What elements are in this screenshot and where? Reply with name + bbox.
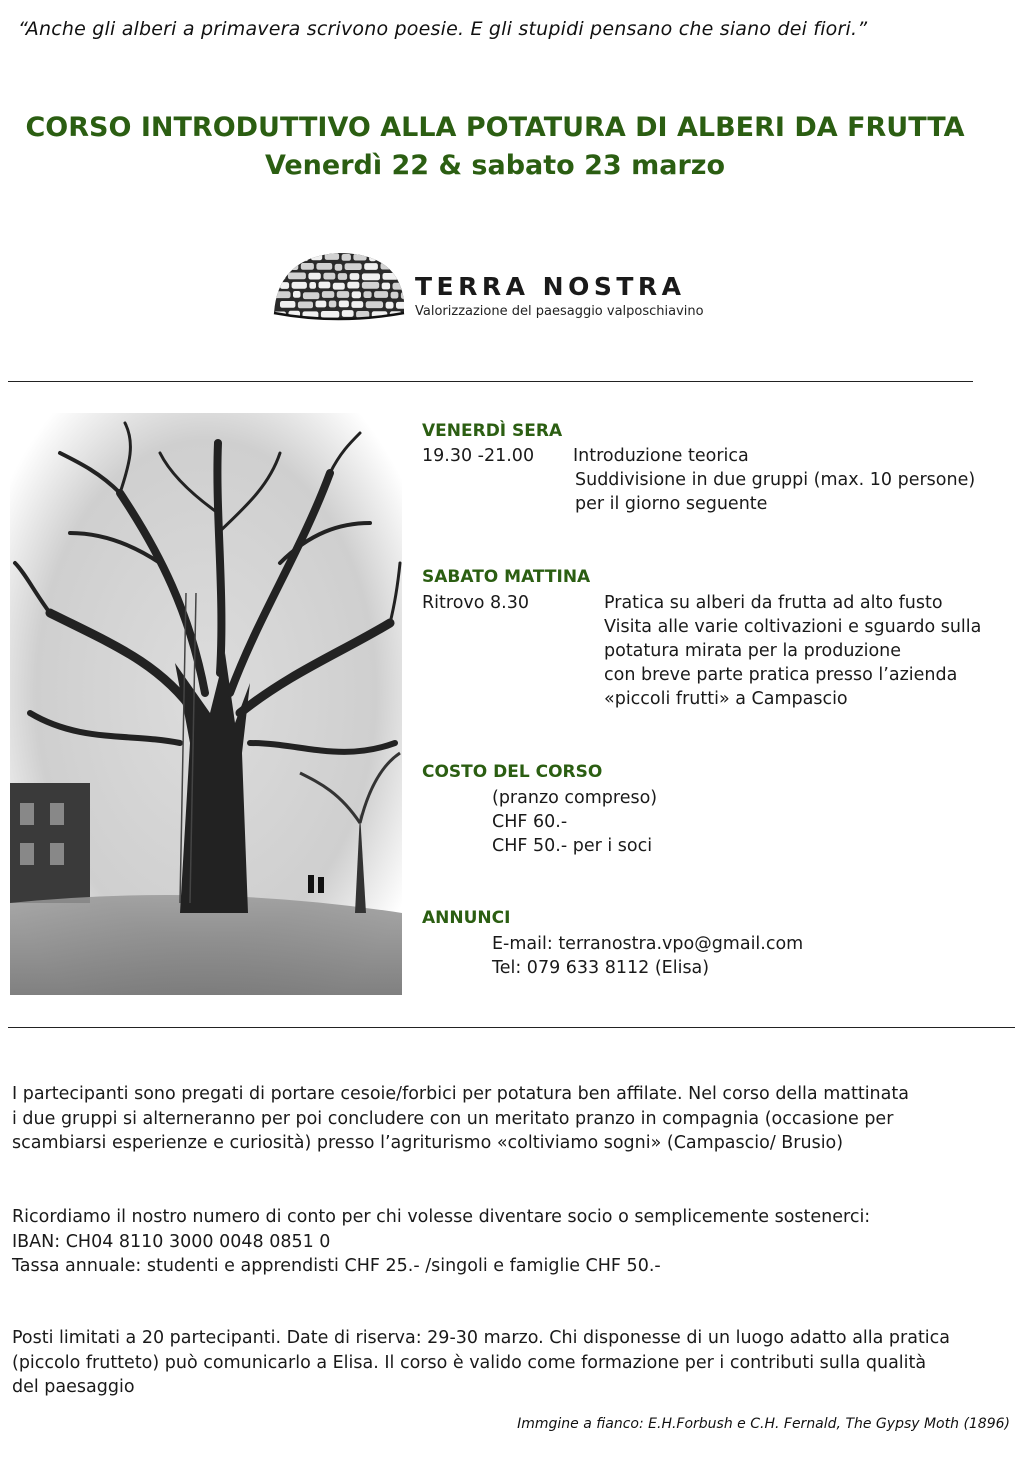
- signup-phone[interactable]: Tel: 079 633 8112 (Elisa): [492, 958, 710, 978]
- saturday-line-1: Pratica su alberi da frutta ad alto fusto: [604, 593, 943, 613]
- paragraph-line: I partecipanti sono pregati di portare cesoie/forbici per potatura ben affilate. Nel corso della mattinata: [12, 1084, 909, 1104]
- divider: [8, 381, 973, 382]
- paragraph-line: Ricordiamo il nostro numero di conto per chi volesse diventare socio o semplicemente sostenerci:: [12, 1207, 871, 1227]
- quote: “Anche gli alberi a primavera scrivono poesie. E gli stupidi pensano che siano dei fiori.”: [18, 18, 868, 40]
- signup-heading: ANNUNCI: [422, 908, 511, 928]
- friday-line-2: Suddivisione in due gruppi (max. 10 persone): [575, 470, 976, 490]
- paragraph-line: (piccolo frutteto) può comunicarlo a Elisa. Il corso è valido come formazione per i contributi sulla qualità: [12, 1352, 927, 1373]
- friday-line-1: Introduzione teorica: [573, 446, 749, 466]
- saturday-heading: SABATO MATTINA: [422, 567, 591, 587]
- friday-time: 19.30 -21.00: [422, 446, 535, 466]
- paragraph-places: [12, 1326, 1016, 1400]
- saturday-line-2: Visita alle varie coltivazioni e sguardo sulla: [604, 617, 982, 637]
- friday-heading: VENERDÌ SERA: [422, 421, 563, 441]
- saturday-line-5: «piccoli frutti» a Campascio: [604, 689, 848, 709]
- paragraph-line: i due gruppi si alterneranno per poi concludere con un meritato pranzo in compagnia (occasione per: [12, 1108, 894, 1129]
- logo-name: TERRA NOSTRA: [415, 272, 686, 301]
- saturday-line-3: potatura mirata per la produzione: [604, 641, 902, 661]
- course-dates: Venerdì 22 & sabato 23 marzo: [264, 150, 726, 181]
- cost-line-2: CHF 60.-: [492, 812, 568, 832]
- paragraph-line: scambiarsi esperienze e curiosità) presso l’agriturismo «coltiviamo sogni» (Campascio/ Brusio): [12, 1133, 844, 1153]
- saturday-line-4: con breve parte pratica presso l’azienda: [604, 665, 958, 685]
- cost-line-3: CHF 50.- per i soci: [492, 836, 653, 856]
- paragraph-membership: [12, 1205, 1016, 1279]
- paragraph-line: del paesaggio: [12, 1377, 135, 1397]
- saturday-time: Ritrovo 8.30: [422, 593, 529, 613]
- divider: [8, 1027, 1015, 1028]
- friday-line-3: per il giorno seguente: [575, 494, 768, 514]
- cost-heading: COSTO DEL CORSO: [422, 762, 603, 782]
- paragraph-line: IBAN: CH04 8110 3000 0048 0851 0: [12, 1231, 331, 1252]
- paragraph-equipment: [12, 1082, 1016, 1156]
- cost-line-1: (pranzo compreso): [492, 788, 658, 808]
- course-title: CORSO INTRODUTTIVO ALLA POTATURA DI ALBERI DA FRUTTA: [25, 112, 965, 143]
- image-credit: Immgine a fianco: E.H.Forbush e C.H. Fernald, The Gypsy Moth (1896): [517, 1416, 1010, 1432]
- signup-email[interactable]: E-mail: terranostra.vpo@gmail.com: [492, 934, 804, 954]
- paragraph-line: Tassa annuale: studenti e apprendisti CHF 25.- /singoli e famiglie CHF 50.-: [12, 1256, 661, 1276]
- tree-engraving-image: [10, 413, 402, 995]
- logo-tagline: Valorizzazione del paesaggio valposchiavino: [415, 304, 704, 319]
- paragraph-line: Posti limitati a 20 partecipanti. Date di riserva: 29-30 marzo. Chi disponesse di un luogo adatto alla pratica: [12, 1328, 951, 1348]
